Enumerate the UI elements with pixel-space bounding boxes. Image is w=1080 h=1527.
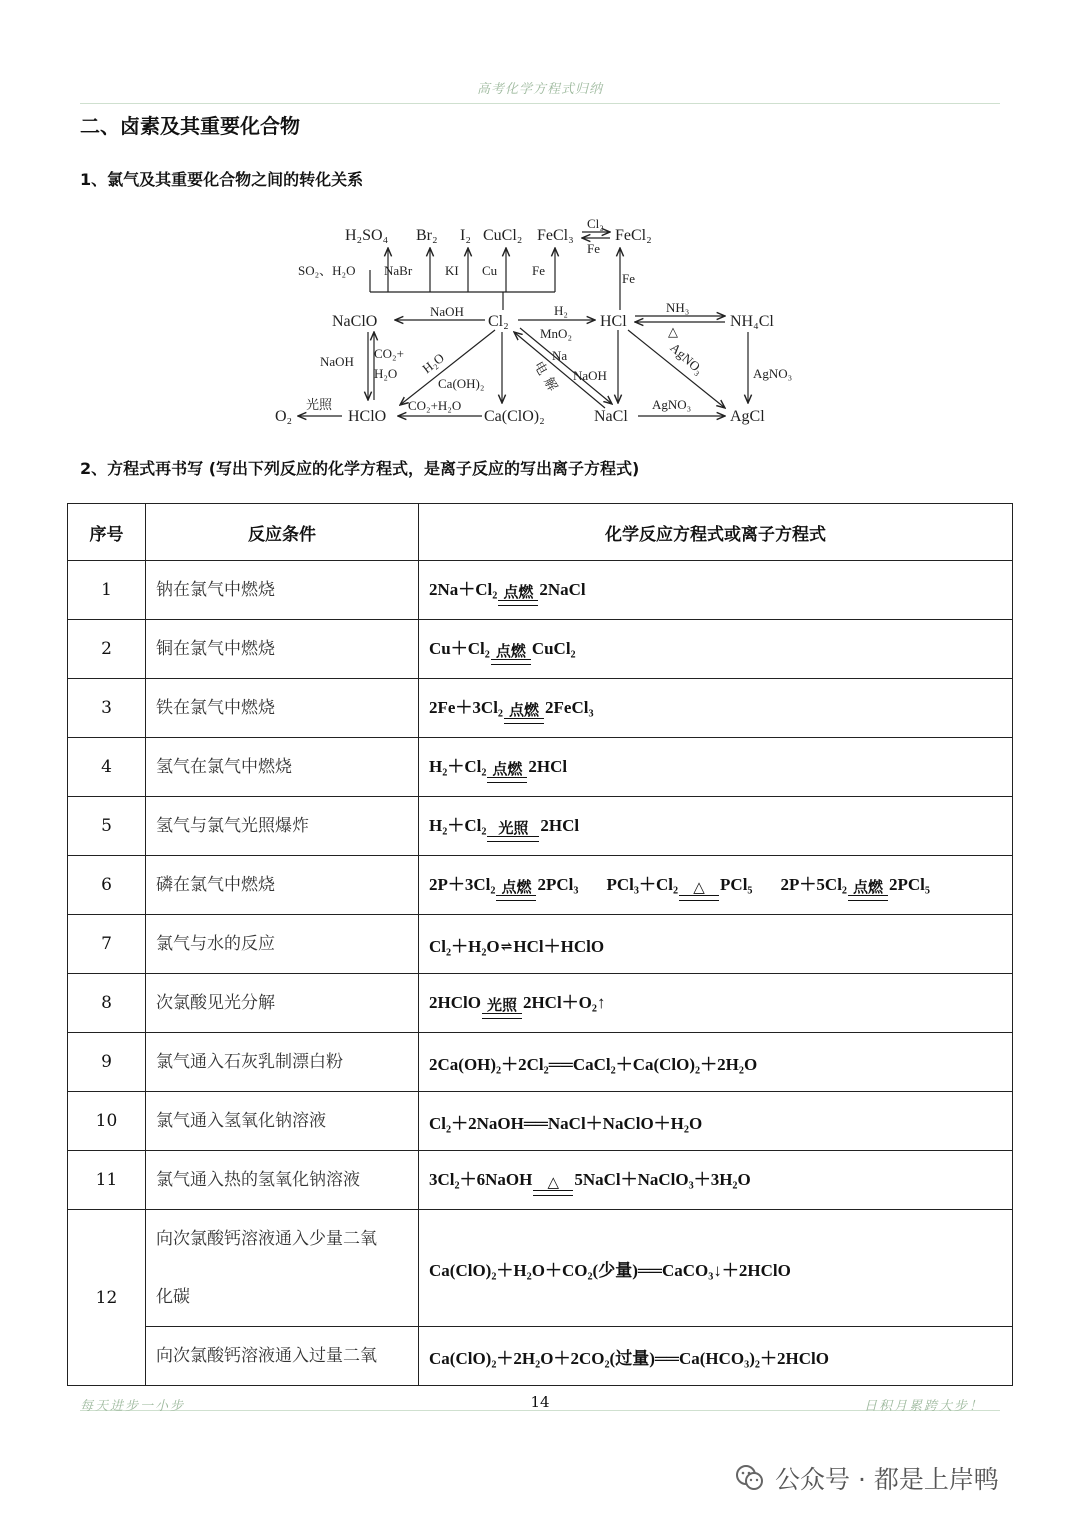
row-equation <box>419 738 1013 797</box>
node-fecl3: FeCl₃ <box>537 227 574 244</box>
row-equation <box>419 974 1013 1033</box>
eq-arrow <box>848 879 888 901</box>
node-agcl: AgCl <box>730 408 765 425</box>
eq-lhs: Cu＋Cl₂ <box>429 638 490 658</box>
row-condition: 氯气通入氢氧化钠溶液 <box>146 1092 419 1151</box>
row-condition: 氯气通入石灰乳制漂白粉 <box>146 1033 419 1092</box>
col-header-equation: 化学反应方程式或离子方程式 <box>419 504 1013 561</box>
condition-line-1: 向次氯酸钙溶液通入少量二氧 <box>156 1229 377 1249</box>
row-condition: 磷在氯气中燃烧 <box>146 856 419 915</box>
eq-lhs: H₂＋Cl₂ <box>429 815 487 835</box>
subsection-title-2: 2、方程式再书写 (写出下列反应的化学方程式，是离子反应的写出离子方程式) <box>80 459 640 478</box>
label-ki: KI <box>445 263 459 278</box>
label-nh3: NH₃ <box>666 300 690 315</box>
eq-arrow <box>487 761 527 783</box>
eq-condition: 点燃 <box>509 700 540 719</box>
eq-rhs: 2NaCl <box>539 579 586 599</box>
label-fe2: Fe <box>587 241 600 256</box>
node-hcl: HCl <box>600 313 627 330</box>
row-no: 7 <box>68 915 146 974</box>
node-cl2: Cl₂ <box>488 313 509 330</box>
row-condition: 向次氯酸钙溶液通入过量二氧 <box>146 1327 419 1386</box>
page-header <box>0 78 1080 97</box>
row-no: 4 <box>68 738 146 797</box>
label-delta: △ <box>668 324 678 339</box>
row-equation: Ca(ClO)₂＋H₂O＋CO₂(少量)══CaCO₃↓＋2HClO <box>419 1210 1013 1327</box>
eq-condition: 光照 <box>486 995 517 1014</box>
node-nacl: NaCl <box>594 408 628 425</box>
eq-rhs: 2FeCl₃ <box>545 697 594 717</box>
table-row <box>68 1327 1013 1386</box>
eq-lhs: PCl₃＋Cl₂ <box>606 874 679 894</box>
node-cucl2: CuCl₂ <box>483 227 523 244</box>
row-equation <box>419 679 1013 738</box>
label-naoh1: NaOH <box>430 304 464 319</box>
table-row <box>68 738 1013 797</box>
subsection-title-1: 1、氯气及其重要化合物之间的转化关系 <box>80 170 364 189</box>
eq-rhs: 2HCl <box>528 756 568 776</box>
label-jie: 解 <box>541 374 561 394</box>
eq-arrow <box>496 879 536 901</box>
row-condition: 氯气通入热的氢氧化钠溶液 <box>146 1151 419 1210</box>
label-agno3c: AgNO₃ <box>652 397 692 412</box>
label-cl2: Cl₂ <box>587 216 604 231</box>
label-h2o1: H₂O <box>374 366 398 381</box>
row-condition: 氢气与氯气光照爆炸 <box>146 797 419 856</box>
row-condition <box>146 1210 419 1327</box>
row-equation: Ca(ClO)₂＋2H₂O＋2CO₂(过量)══Ca(HCO₃)₂＋2HClO <box>419 1327 1013 1386</box>
table-row <box>68 856 1013 915</box>
eq-lhs: 2P＋3Cl₂ <box>429 874 496 894</box>
page-number: 14 <box>530 1393 550 1411</box>
node-h2so4: H₂SO₄ <box>345 227 389 244</box>
eq-rhs: 2HCl＋O₂↑ <box>522 992 606 1012</box>
row-condition: 铁在氯气中燃烧 <box>146 679 419 738</box>
col-header-no: 序号 <box>68 504 146 561</box>
eq-condition: 点燃 <box>501 877 532 896</box>
row-no: 1 <box>68 561 146 620</box>
eq-lhs: 2HClO <box>429 992 481 1012</box>
eq-arrow <box>482 997 522 1019</box>
node-br2: Br₂ <box>416 227 438 244</box>
wechat-icon <box>735 1463 765 1493</box>
eq-rhs: 2PCl₃ <box>537 874 579 894</box>
label-caoh2: Ca(OH)₂ <box>438 376 485 391</box>
row-no: 10 <box>68 1092 146 1151</box>
eq-rhs: CuCl₂ <box>531 638 576 658</box>
reversible-arrow: ⇌ <box>500 940 513 956</box>
header-divider <box>80 103 1000 104</box>
table-row <box>68 797 1013 856</box>
table-row <box>68 1033 1013 1092</box>
label-na: Na <box>552 348 568 363</box>
node-nh4cl: NH₄Cl <box>730 313 774 330</box>
label-h2: H₂ <box>554 303 568 318</box>
table-row <box>68 974 1013 1033</box>
eq-lhs: 2Fe＋3Cl₂ <box>429 697 504 717</box>
eq-condition: 点燃 <box>492 759 523 778</box>
eq-lhs: 3Cl₂＋6NaOH <box>429 1169 533 1189</box>
row-no: 3 <box>68 679 146 738</box>
row-equation <box>419 1151 1013 1210</box>
eq-condition: 点燃 <box>495 641 526 660</box>
table-row <box>68 620 1013 679</box>
footer-right: 日积月累跨大步！ <box>863 1399 984 1414</box>
row-no: 5 <box>68 797 146 856</box>
row-no: 11 <box>68 1151 146 1210</box>
row-no: 9 <box>68 1033 146 1092</box>
label-cu: Cu <box>482 263 498 278</box>
label-h2o2: H₂O <box>419 350 447 377</box>
row-equation: 2Ca(OH)₂＋2Cl₂══CaCl₂＋Ca(ClO)₂＋2H₂O <box>419 1033 1013 1092</box>
eq-condition: △ <box>547 1172 560 1191</box>
eq-lhs: 2P＋5Cl₂ <box>780 874 848 894</box>
watermark-text: 公众号 · 都是上岸鸭 <box>775 1465 999 1494</box>
eq-condition: 点燃 <box>853 877 884 896</box>
row-equation <box>419 620 1013 679</box>
node-naclo: NaClO <box>332 313 378 330</box>
node-o2: O₂ <box>275 408 293 425</box>
footer-left: 每天进步一小步 <box>80 1399 186 1414</box>
row-no: 8 <box>68 974 146 1033</box>
eq-rhs: 2PCl₅ <box>889 874 930 894</box>
label-fe3: Fe <box>622 271 635 286</box>
label-naoh2: NaOH <box>320 354 354 369</box>
table-row <box>68 1210 1013 1327</box>
row-condition: 氢气在氯气中燃烧 <box>146 738 419 797</box>
row-condition: 次氯酸见光分解 <box>146 974 419 1033</box>
row-equation <box>419 797 1013 856</box>
row-condition: 钠在氯气中燃烧 <box>146 561 419 620</box>
eq-arrow <box>491 643 531 665</box>
eq-condition: △ <box>693 877 705 896</box>
label-agno3b: AgNO₃ <box>753 366 793 381</box>
section-title: 二、卤素及其重要化合物 <box>80 114 300 138</box>
row-equation <box>419 856 1013 915</box>
table-row <box>68 561 1013 620</box>
eq-condition: 光照 <box>498 818 529 837</box>
equation-table <box>67 503 1013 1386</box>
table-row <box>68 1092 1013 1151</box>
label-co2h2o: CO₂+H₂O <box>408 398 462 413</box>
watermark <box>735 1460 999 1496</box>
table-row <box>68 915 1013 974</box>
label-dian: 电 <box>531 358 551 378</box>
label-co2: CO₂+ <box>374 346 404 361</box>
eq-lhs: 2Na＋Cl₂ <box>429 579 498 599</box>
eq-rhs: HCl＋HClO <box>513 936 605 956</box>
label-guangzhao: 光照 <box>306 397 333 412</box>
eq-arrow <box>498 584 538 606</box>
row-equation <box>419 561 1013 620</box>
eq-arrow <box>533 1174 573 1196</box>
header-title: 高考化学方程式归纳 <box>476 82 603 97</box>
row-condition: 铜在氯气中燃烧 <box>146 620 419 679</box>
eq-condition: 点燃 <box>503 582 534 601</box>
row-no: 6 <box>68 856 146 915</box>
eq-arrow <box>487 820 539 842</box>
label-so2h2o: SO₂、H₂O <box>298 263 356 278</box>
eq-arrow <box>679 879 719 901</box>
eq-arrow <box>504 702 544 724</box>
eq-rhs: 2HCl <box>540 815 580 835</box>
row-equation <box>419 915 1013 974</box>
node-fecl2: FeCl₂ <box>615 227 652 244</box>
table-row <box>68 1151 1013 1210</box>
label-nabr: NaBr <box>384 263 413 278</box>
eq-lhs: Cl₂＋H₂O <box>429 936 500 956</box>
label-agno3a: AgNO₃ <box>667 339 707 378</box>
label-naoh3: NaOH <box>573 368 607 383</box>
eq-rhs: 5NaCl＋NaClO₃＋3H₂O <box>574 1169 751 1189</box>
label-mno2: MnO₂ <box>540 326 572 341</box>
node-hclo: HClO <box>348 408 387 425</box>
col-header-condition: 反应条件 <box>146 504 419 561</box>
label-fe1: Fe <box>532 263 545 278</box>
eq-rhs: PCl₅ <box>720 874 753 894</box>
row-no: 12 <box>68 1210 146 1386</box>
eq-lhs: H₂＋Cl₂ <box>429 756 487 776</box>
row-condition: 氯气与水的反应 <box>146 915 419 974</box>
table-row <box>68 679 1013 738</box>
node-caclo2: Ca(ClO)₂ <box>484 408 545 425</box>
condition-line-2: 化碳 <box>156 1287 190 1307</box>
table-header-row <box>68 504 1013 561</box>
conversion-diagram <box>270 210 810 435</box>
row-equation: Cl₂＋2NaOH══NaCl＋NaClO＋H₂O <box>419 1092 1013 1151</box>
node-i2: I₂ <box>460 227 471 244</box>
row-no: 2 <box>68 620 146 679</box>
